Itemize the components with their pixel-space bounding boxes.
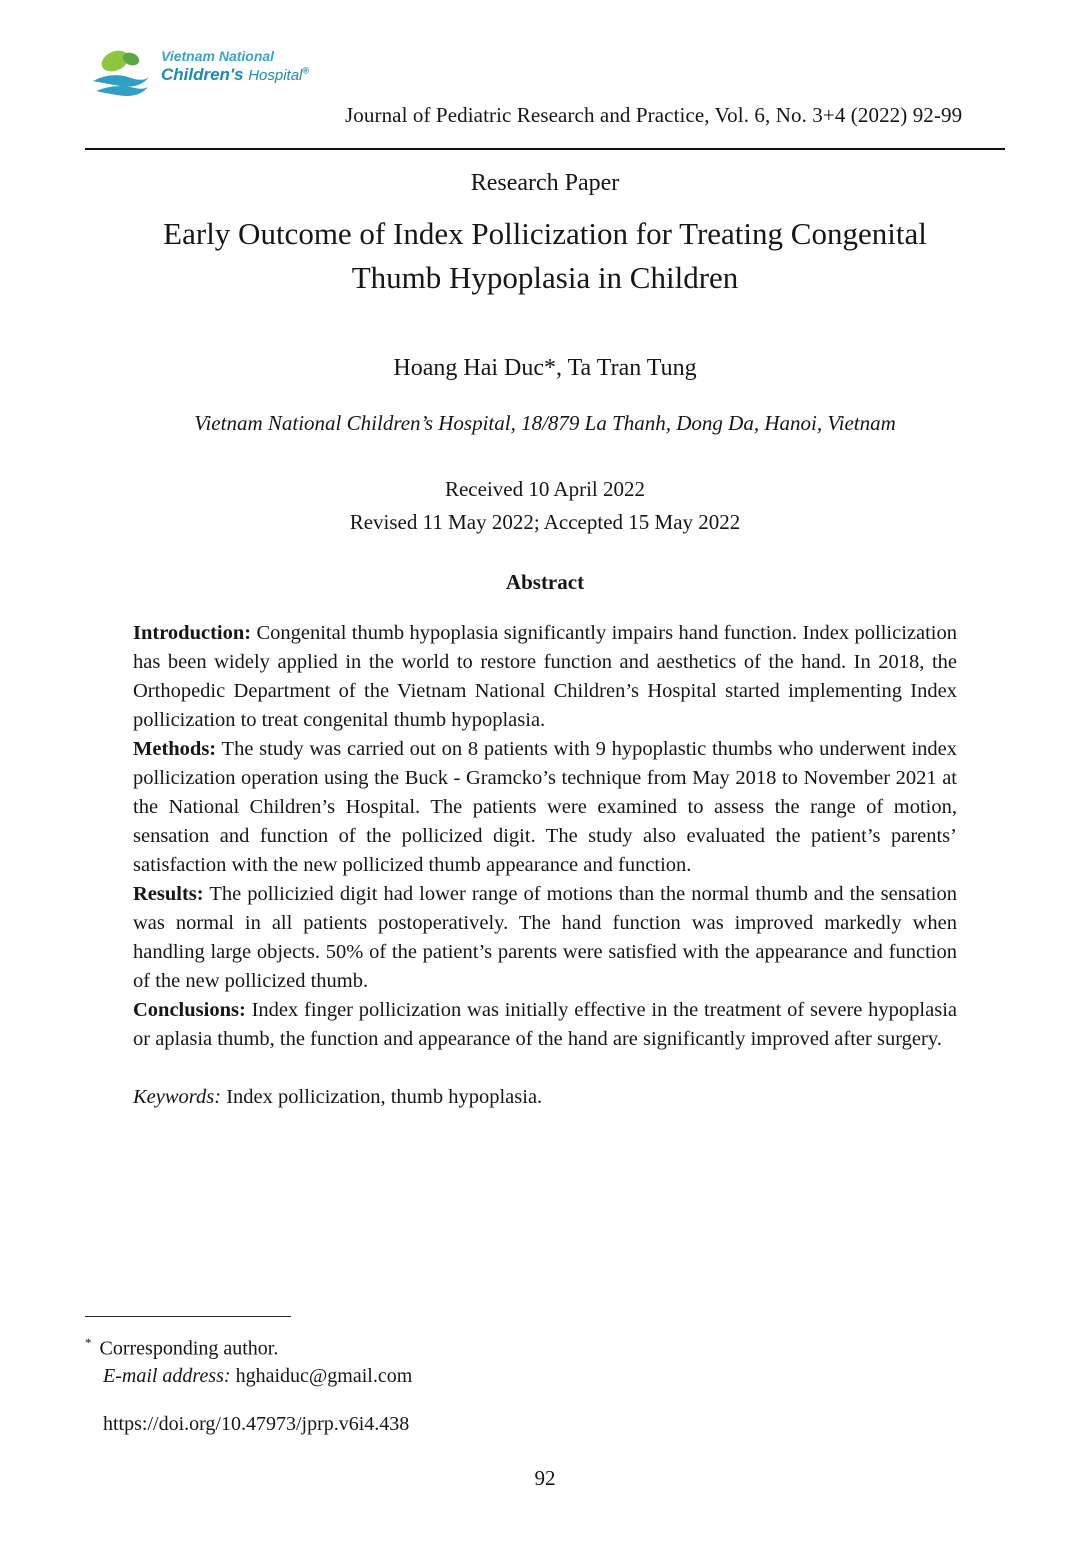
- title-line1: Early Outcome of Index Pollicization for Treating Congenital: [163, 216, 927, 251]
- corresponding-author-line: [85, 1329, 412, 1363]
- paragraph-text: Index finger pollicization was initially effective in the treatment of severe hypoplasia or aplasia thumb, the function and appearance of the hand are significantly improved after surgery.: [133, 999, 957, 1051]
- affiliation-line: Vietnam National Children’s Hospital, 18/879 La Thanh, Dong Da, Hanoi, Vietnam: [194, 411, 896, 436]
- section-label: Research Paper: [470, 170, 620, 196]
- abstract-text-block: [133, 619, 957, 1112]
- revised-accepted-dates: Revised 11 May 2022; Accepted 15 May 2022: [349, 510, 741, 535]
- corresponding-author-text: Corresponding author.: [99, 1337, 279, 1360]
- logo-line2: [161, 65, 309, 85]
- article-body: [85, 170, 1005, 1112]
- footnote-marker: *: [85, 1335, 92, 1350]
- paragraph-label: Introduction:: [133, 622, 252, 645]
- footnote-divider: [85, 1316, 291, 1317]
- journal-citation-line: Journal of Pediatric Research and Practice, Vol. 6, No. 3+4 (2022) 92-99: [345, 103, 963, 127]
- paragraph-label: Conclusions:: [133, 999, 246, 1022]
- email-address: hghaiduc@gmail.com: [235, 1364, 413, 1387]
- page-number: 92: [534, 1466, 556, 1490]
- logo-childrens: Children's: [161, 64, 244, 84]
- doi-link: https://doi.org/10.47973/jprp.v6i4.438: [103, 1412, 410, 1435]
- abstract-heading: Abstract: [505, 570, 585, 595]
- hospital-logo: [90, 46, 309, 102]
- paragraph-label: Methods:: [133, 738, 217, 761]
- paragraph-text: The study was carried out on 8 patients with 9 hypoplastic thumbs who underwent index pollicization operation using the Buck - Gramcko’s technique from May 2018 to November 2021 at the National Children’s Hospital. The patients were examined to assess the range of motion, sensation and function of the pollicized digit. The study also evaluated the patient’s parents’ satisfaction with the new pollicized thumb appearance and function.: [133, 738, 957, 877]
- paragraph-text: Congenital thumb hypoplasia significantly impairs hand function. Index pollicization has been widely applied in the world to restore function and aesthetics of the hand. In 2018, the Orthopedic Department of the Vietnam National Children’s Hospital started implementing Index pollicization to treat congenital thumb hypoplasia.: [133, 622, 957, 732]
- title-line2: Thumb Hypoplasia in Children: [351, 260, 739, 296]
- article-title: [85, 212, 1005, 300]
- email-line: [85, 1363, 412, 1390]
- abstract-paragraph-methods: [133, 735, 957, 880]
- abstract-paragraph-results: [133, 880, 957, 996]
- registered-mark: ®: [302, 65, 310, 76]
- authors-line: Hoang Hai Duc*, Ta Tran Tung: [393, 355, 697, 382]
- keywords-label: Keywords:: [133, 1086, 222, 1109]
- paragraph-label: Results:: [133, 883, 204, 906]
- keywords-text: Index pollicization, thumb hypoplasia.: [226, 1086, 543, 1109]
- abstract-paragraph-conclusions: [133, 996, 957, 1054]
- footnote-block: [85, 1316, 412, 1438]
- header-divider: [85, 148, 1005, 150]
- abstract-paragraph-introduction: [133, 619, 957, 735]
- keywords-line: [133, 1083, 957, 1112]
- email-label: E-mail address:: [103, 1364, 231, 1387]
- hospital-logo-icon: [90, 46, 152, 102]
- paragraph-text: The pollicizied digit had lower range of motions than the normal thumb and the sensation was normal in all patients postoperatively. The hand function was improved markedly when handling large objects. 50% of the patient’s parents were satisfied with the appearance and function of the new pollicized thumb.: [133, 883, 957, 993]
- received-date: Received 10 April 2022: [444, 477, 646, 502]
- logo-hospital: Hospital: [248, 66, 303, 84]
- hospital-logo-text: [161, 49, 309, 98]
- logo-line1: Vietnam National: [161, 48, 275, 65]
